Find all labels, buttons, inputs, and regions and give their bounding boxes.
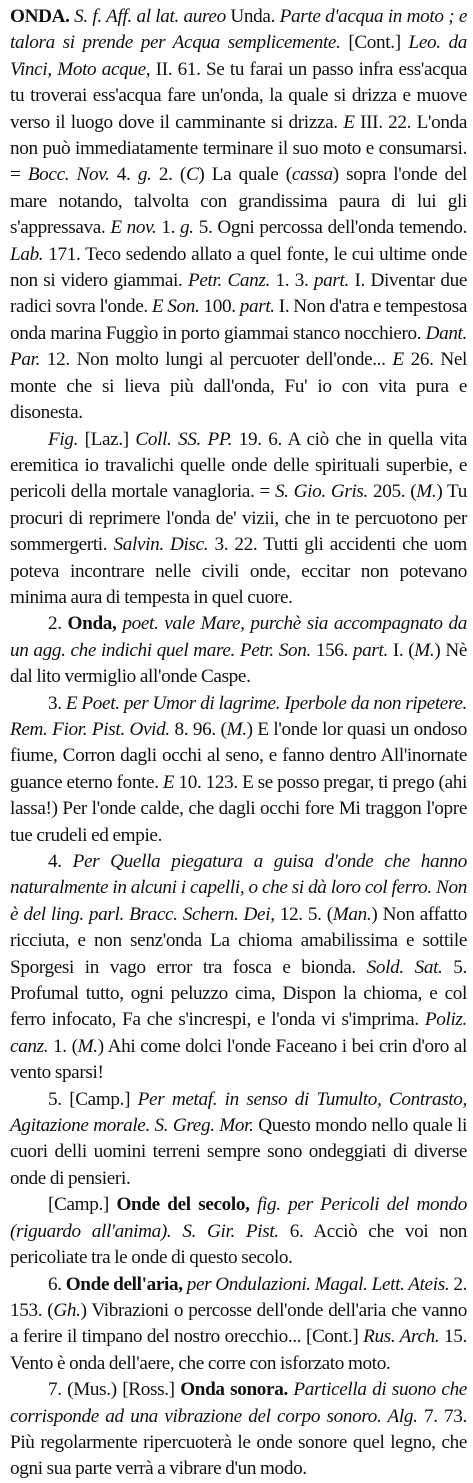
italic-run: M. [77, 1035, 98, 1057]
text-run: 156. [310, 639, 353, 661]
text-run: 7. (Mus.) [Ross.] [48, 1379, 181, 1401]
text-run: ) Tu procuri di reprimere l'onda de' vizii, che in te percuotono per sommergerti. [10, 481, 467, 556]
text-run: ) sopra l'onde del mare notando, talvolta con grandissima paura di lui gli s'appressava. [10, 164, 467, 239]
italic-run: Man. [332, 903, 372, 925]
italic-run: S. f. Aff. al lat. aureo [74, 6, 226, 27]
italic-run: C [185, 164, 199, 186]
italic-run: fig. per Pericoli del mondo (riguardo all'anima). S. Gir. Pist. [10, 1194, 467, 1242]
italic-run: Lab. [10, 243, 44, 265]
sense-3-lagrime [10, 691, 467, 849]
italic-run: Per Quella piegatura a guisa d'onde che hanno naturalmente in alcuni i capelli, o che si dà loro col ferro. Non è del ling. parl. Bracc. Schern. Dei, [10, 851, 467, 925]
italic-run: part. [313, 270, 349, 292]
text-run: ) E l'onde lor quasi un ondoso fiume, Corron dagli occhi al seno, e fanno dentro All'inornate guance eterno fonte. [10, 718, 468, 793]
text-run [250, 1194, 257, 1215]
italic-run: g. [137, 164, 152, 186]
bold-run: Onda, [67, 613, 117, 635]
text-run: 8. 96. ( [169, 718, 227, 740]
italic-run: poet. vale Mare, purchè sia accompagnato da un agg. che indichi quel mare. Petr. Son. [10, 613, 468, 661]
italic-run: Parte d'acqua in moto ; e talora si prende per Acqua semplicemente. [10, 6, 467, 54]
text-run: 171. Teco sedendo allato a quel fonte, le cui ultime onde non si videro giammai. [10, 243, 467, 292]
text-run: 1. ( [48, 1035, 78, 1057]
text-run: Unda. [225, 6, 280, 27]
italic-run: Sold. Sat. [366, 956, 443, 978]
italic-run: M. [416, 481, 437, 503]
text-run: 6. Acciò che voi non pericoliate tra le onde di questo secolo. [10, 1220, 467, 1269]
text-run: 2. [48, 613, 68, 635]
bold-run: Onde dell'aria, [65, 1273, 183, 1295]
sense-5-tumulto [10, 1087, 467, 1193]
italic-run: Poliz. canz. [10, 1009, 467, 1057]
dictionary-entry-onda [10, 4, 467, 1483]
italic-run: cassa [291, 164, 333, 186]
text-run: 4. [109, 164, 138, 186]
italic-run: Coll. SS. PP. [135, 428, 233, 450]
italic-run: M. [414, 639, 435, 661]
text-run: 3. 22. Tutti gli accidenti che uom poteva incontrare nelle civili onde, eccitar non potevano minima aura di tempesta in quel cuore. [10, 534, 467, 608]
text-run: ) Vibrazioni o percosse dell'onde dell'aria che vanno a ferire il timpano del nostro orecchio... [Cont.] [10, 1299, 467, 1348]
text-run: 7. 73. Più regolarmente ripercuoterà le onde sonore quel legno, che ogni sua parte verrà a vibrare d'un modo. [10, 1405, 467, 1480]
text-run: 12. Non molto lungi al percuoter dell'onde... [40, 349, 393, 371]
italic-run: part. [352, 639, 388, 661]
italic-run: g. [180, 217, 194, 239]
italic-run: E Poet. per Umor di lagrime. Iperbole da non ripetere. Rem. Fior. Pist. Ovid. [10, 692, 467, 740]
sense-2-mare [10, 611, 467, 690]
text-run: 5. Ogni percossa dell'onda temendo. [193, 217, 467, 239]
italic-run: S. Gio. Gris. [274, 481, 368, 503]
text-run: 1. 3. [269, 270, 314, 292]
text-run: 12. 5. ( [274, 903, 333, 925]
text-run: 15. Vento è onda dell'aere, che corre con isforzato moto. [10, 1326, 467, 1374]
text-run: ) La quale ( [198, 164, 292, 186]
definition-main [10, 4, 467, 427]
italic-run: Leo. da Vinci, Moto acque, [10, 32, 467, 80]
text-run: Questo mondo nello quale li cuori delli uomini terreni sempre sono ondeggiati di diverse onde di pensieri. [10, 1115, 467, 1189]
text-run: I. Non d'atra e tempestosa onda marina Fuggìo in porto giammai stanco nocchiero. [10, 296, 467, 344]
italic-run: M. [226, 718, 247, 740]
text-run: I. Diventar due radici sovra l'onde. [10, 270, 468, 318]
text-run: ) Ahi come dolci l'onde Faceano i bei crin d'oro al vento sparsi! [10, 1035, 467, 1084]
text-run: I. ( [387, 639, 415, 661]
sense-6-onde-dell-aria [10, 1272, 467, 1378]
text-run: ) Non affatto ricciuta, e non senz'onda La chioma amabilissima e sottile Sporgesi in vago error tra fosca e bionda. [10, 903, 467, 978]
text-run: [Laz.] [78, 428, 136, 450]
text-run: 3. [48, 692, 66, 714]
text-run: 26. Nel monte che si lieva più dall'onda, Fu' io con vita pura e disonesta. [10, 349, 467, 424]
text-run: [Camp.] [48, 1194, 117, 1216]
italic-run: Per metaf. in senso di Tumulto, Contrasto, Agitazione morale. S. Greg. Mor. [10, 1088, 467, 1137]
text-run: 5. [Camp.] [48, 1088, 138, 1110]
bold-run: Onda sonora. [180, 1379, 288, 1401]
text-run: III. 22. L'onda non può immediatamente terminare il suo moto e consumarsi. = [10, 111, 467, 186]
italic-run: Bocc. Nov. [27, 164, 110, 186]
text-run: 2. ( [151, 164, 186, 186]
italic-run: E Son. [151, 296, 200, 318]
sense-7-onda-sonora [10, 1377, 467, 1483]
text-run: 1. [156, 217, 181, 239]
bold-run: ONDA. [10, 6, 70, 27]
text-run: ) Nè dal lito vermiglio all'onde Caspe. [10, 639, 467, 688]
italic-run: Dant. Par. [10, 322, 467, 371]
text-run: [Cont.] [340, 32, 409, 54]
italic-run: Petr. Canz. [187, 270, 270, 292]
italic-run: E [343, 111, 355, 133]
text-run: II. 61. Se tu farai un passo infra ess'acqua tu troverai ess'acqua fare un'onda, la quale si drizza e muove verso il luogo dove il camminante si drizza. [10, 58, 467, 133]
sense-5-onde-del-secolo [10, 1192, 467, 1271]
italic-run: Salvin. Disc. [113, 534, 209, 556]
bold-run: Onde del secolo, [116, 1194, 250, 1216]
italic-run: Particella di suono che corrisponde ad una vibrazione del corpo sonoro. Alg. [10, 1379, 467, 1427]
sense-4-capelli [10, 849, 467, 1087]
italic-run: per Ondulazioni. Magal. Lett. Ateis. [186, 1273, 450, 1295]
text-run: 100. [199, 296, 240, 318]
italic-run: Fig. [48, 428, 79, 450]
text-run: 4. [48, 851, 73, 872]
text-run: 6. [48, 1273, 66, 1295]
italic-run: part. [239, 296, 275, 318]
italic-run: Gh. [53, 1299, 81, 1321]
text-run: 5. Profumal tutto, ogni peluzzo cima, Dispon la chioma, e col ferro infocato, Fa che s'increspi, e l'onda vi s'imprima. [10, 956, 467, 1031]
italic-run: E [162, 771, 175, 793]
sense-figurative [10, 427, 467, 612]
italic-run: E nov. [110, 217, 157, 239]
text-run: 19. 6. A ciò che in quella vita eremitica io travalichi quelle onde delle spirituali superbie, e pericoli della mortale vanagloria. = [10, 428, 468, 503]
text-run: 205. ( [368, 481, 417, 503]
text-run: 10. 123. E se posso pregar, ti prego (ahi lassa!) Per l'onde calde, che dagli occhi fore Mi traggon l'opre tue crudeli ed empie. [10, 771, 467, 846]
italic-run: E [392, 349, 404, 371]
italic-run: Rus. Arch. [363, 1326, 440, 1348]
text-run: 2. 153. ( [10, 1273, 468, 1321]
